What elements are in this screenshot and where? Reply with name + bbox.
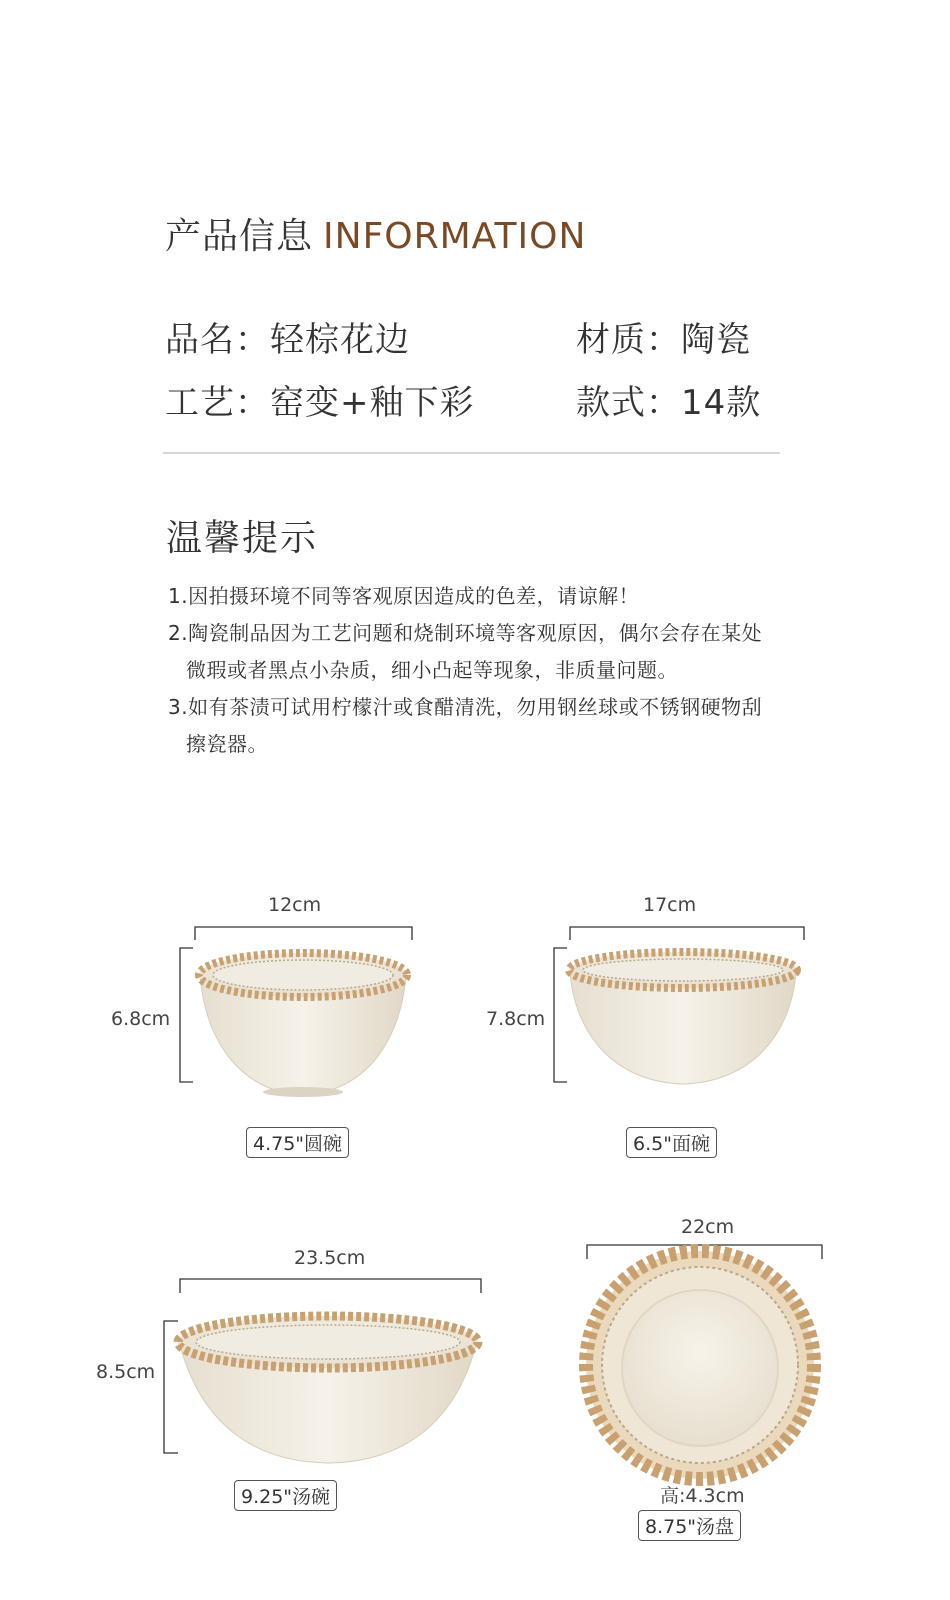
spec-name: 品名：轻棕花边 <box>165 320 410 360</box>
dim-width: 23.5cm <box>294 1247 366 1269</box>
tip-line: 3.如有茶渍可试用柠檬汁或食醋清洗，勿用钢丝球或不锈钢硬物刮 <box>168 695 763 719</box>
spec-styles: 款式：14款 <box>576 383 762 423</box>
dim-height: 7.8cm <box>486 1008 546 1030</box>
spec-material: 材质：陶瓷 <box>576 320 751 360</box>
product-label: 8.75"汤盘 <box>638 1510 741 1541</box>
plate-soup-image <box>586 1251 814 1479</box>
dim-width: 22cm <box>681 1216 735 1238</box>
product-label: 9.25"汤碗 <box>234 1480 337 1511</box>
title-cn: 产品信息 <box>165 216 314 257</box>
bowl-noodle-image <box>569 952 797 1084</box>
dim-height: 高:4.3cm <box>660 1485 745 1507</box>
product-label: 4.75"圆碗 <box>246 1127 349 1158</box>
dim-height: 8.5cm <box>96 1361 156 1383</box>
bowl-round-image <box>199 953 407 1097</box>
product-label: 6.5"面碗 <box>626 1127 717 1158</box>
bowl-soup-image <box>178 1316 478 1463</box>
tip-line: 擦瓷器。 <box>186 732 268 756</box>
tips-title: 温馨提示 <box>166 518 319 559</box>
dim-width: 12cm <box>268 894 322 916</box>
tip-line: 1.因拍摄环境不同等客观原因造成的色差，请谅解！ <box>168 584 640 608</box>
tip-line: 微瑕或者黑点小杂质，细小凸起等现象，非质量问题。 <box>186 658 678 682</box>
tip-line: 2.陶瓷制品因为工艺问题和烧制环境等客观原因，偶尔会存在某处 <box>168 621 763 645</box>
dim-width: 17cm <box>643 894 697 916</box>
dim-height: 6.8cm <box>111 1008 171 1030</box>
spec-craft: 工艺：窑变+釉下彩 <box>165 383 475 423</box>
title-en: INFORMATION <box>323 216 587 257</box>
